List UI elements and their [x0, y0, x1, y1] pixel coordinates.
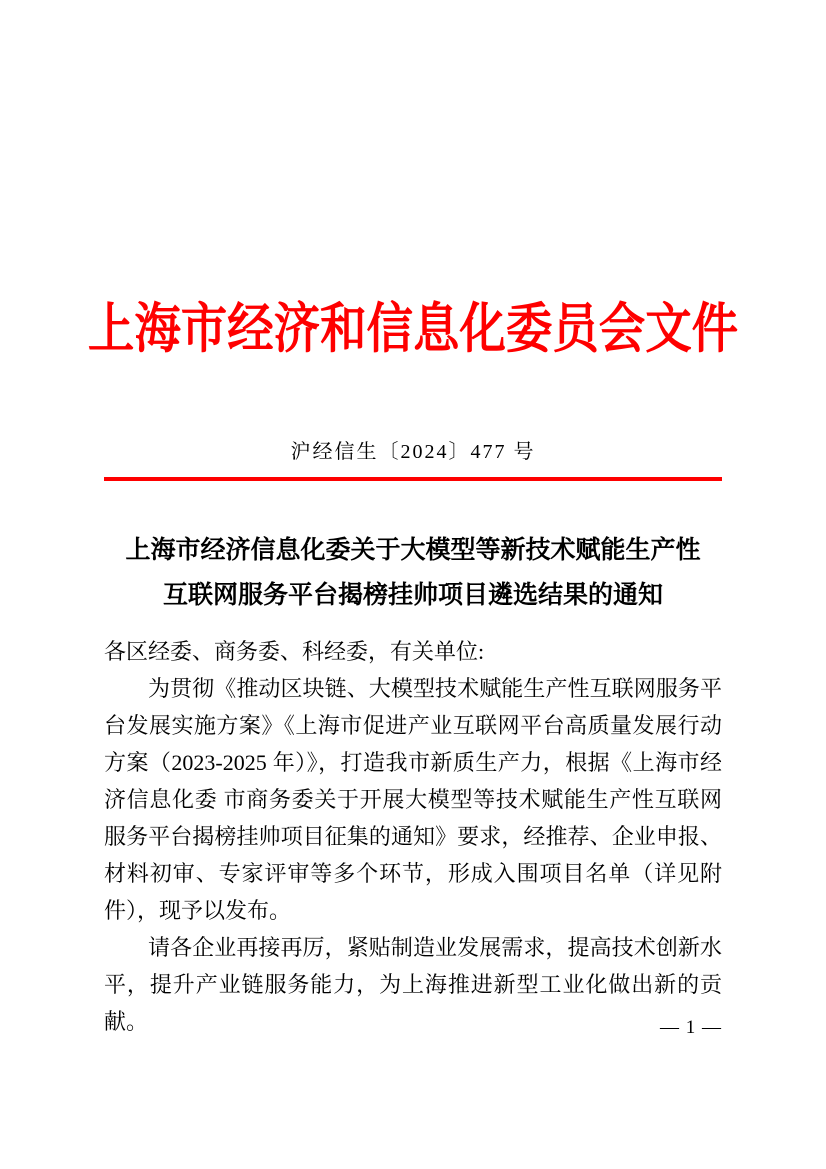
letterhead-title: 上海市经济和信息化委员会文件: [87, 299, 739, 359]
document-title-line1: 上海市经济信息化委关于大模型等新技术赋能生产性: [125, 537, 701, 564]
body-paragraph-1: 为贯彻《推动区块链、大模型技术赋能生产性互联网服务平台发展实施方案》《上海市促进产业互联网平台高质量发展行动方案（2023-2025 年）》，打造我市新质生产力，根据《上海市经济信息化委 市商务委关于开展大模型等技术赋能生产性互联网服务平台揭榜挂帅项目征集的通知》要求，经推荐、企业申报、材料初审、专家评审等多个环节，形成入围项目名单（详见附件），现予以发布。: [104, 676, 722, 923]
body-paragraph-2: 请各企业再接再厉，紧贴制造业发展需求，提高技术创新水平，提升产业链服务能力，为上海推进新型工业化做出新的贡献。: [104, 935, 722, 1034]
document-title: [104, 528, 722, 618]
doc-number: 沪经信生〔2024〕477 号: [290, 441, 536, 463]
salutation-line: 各区经委、商务委、科经委，有关单位:: [104, 639, 485, 664]
page-number: — 1 —: [660, 1017, 722, 1038]
document-title-line2: 互联网服务平台揭榜挂帅项目遴选结果的通知: [162, 582, 663, 609]
red-divider-line: [104, 477, 722, 481]
document-body: [104, 633, 722, 1040]
